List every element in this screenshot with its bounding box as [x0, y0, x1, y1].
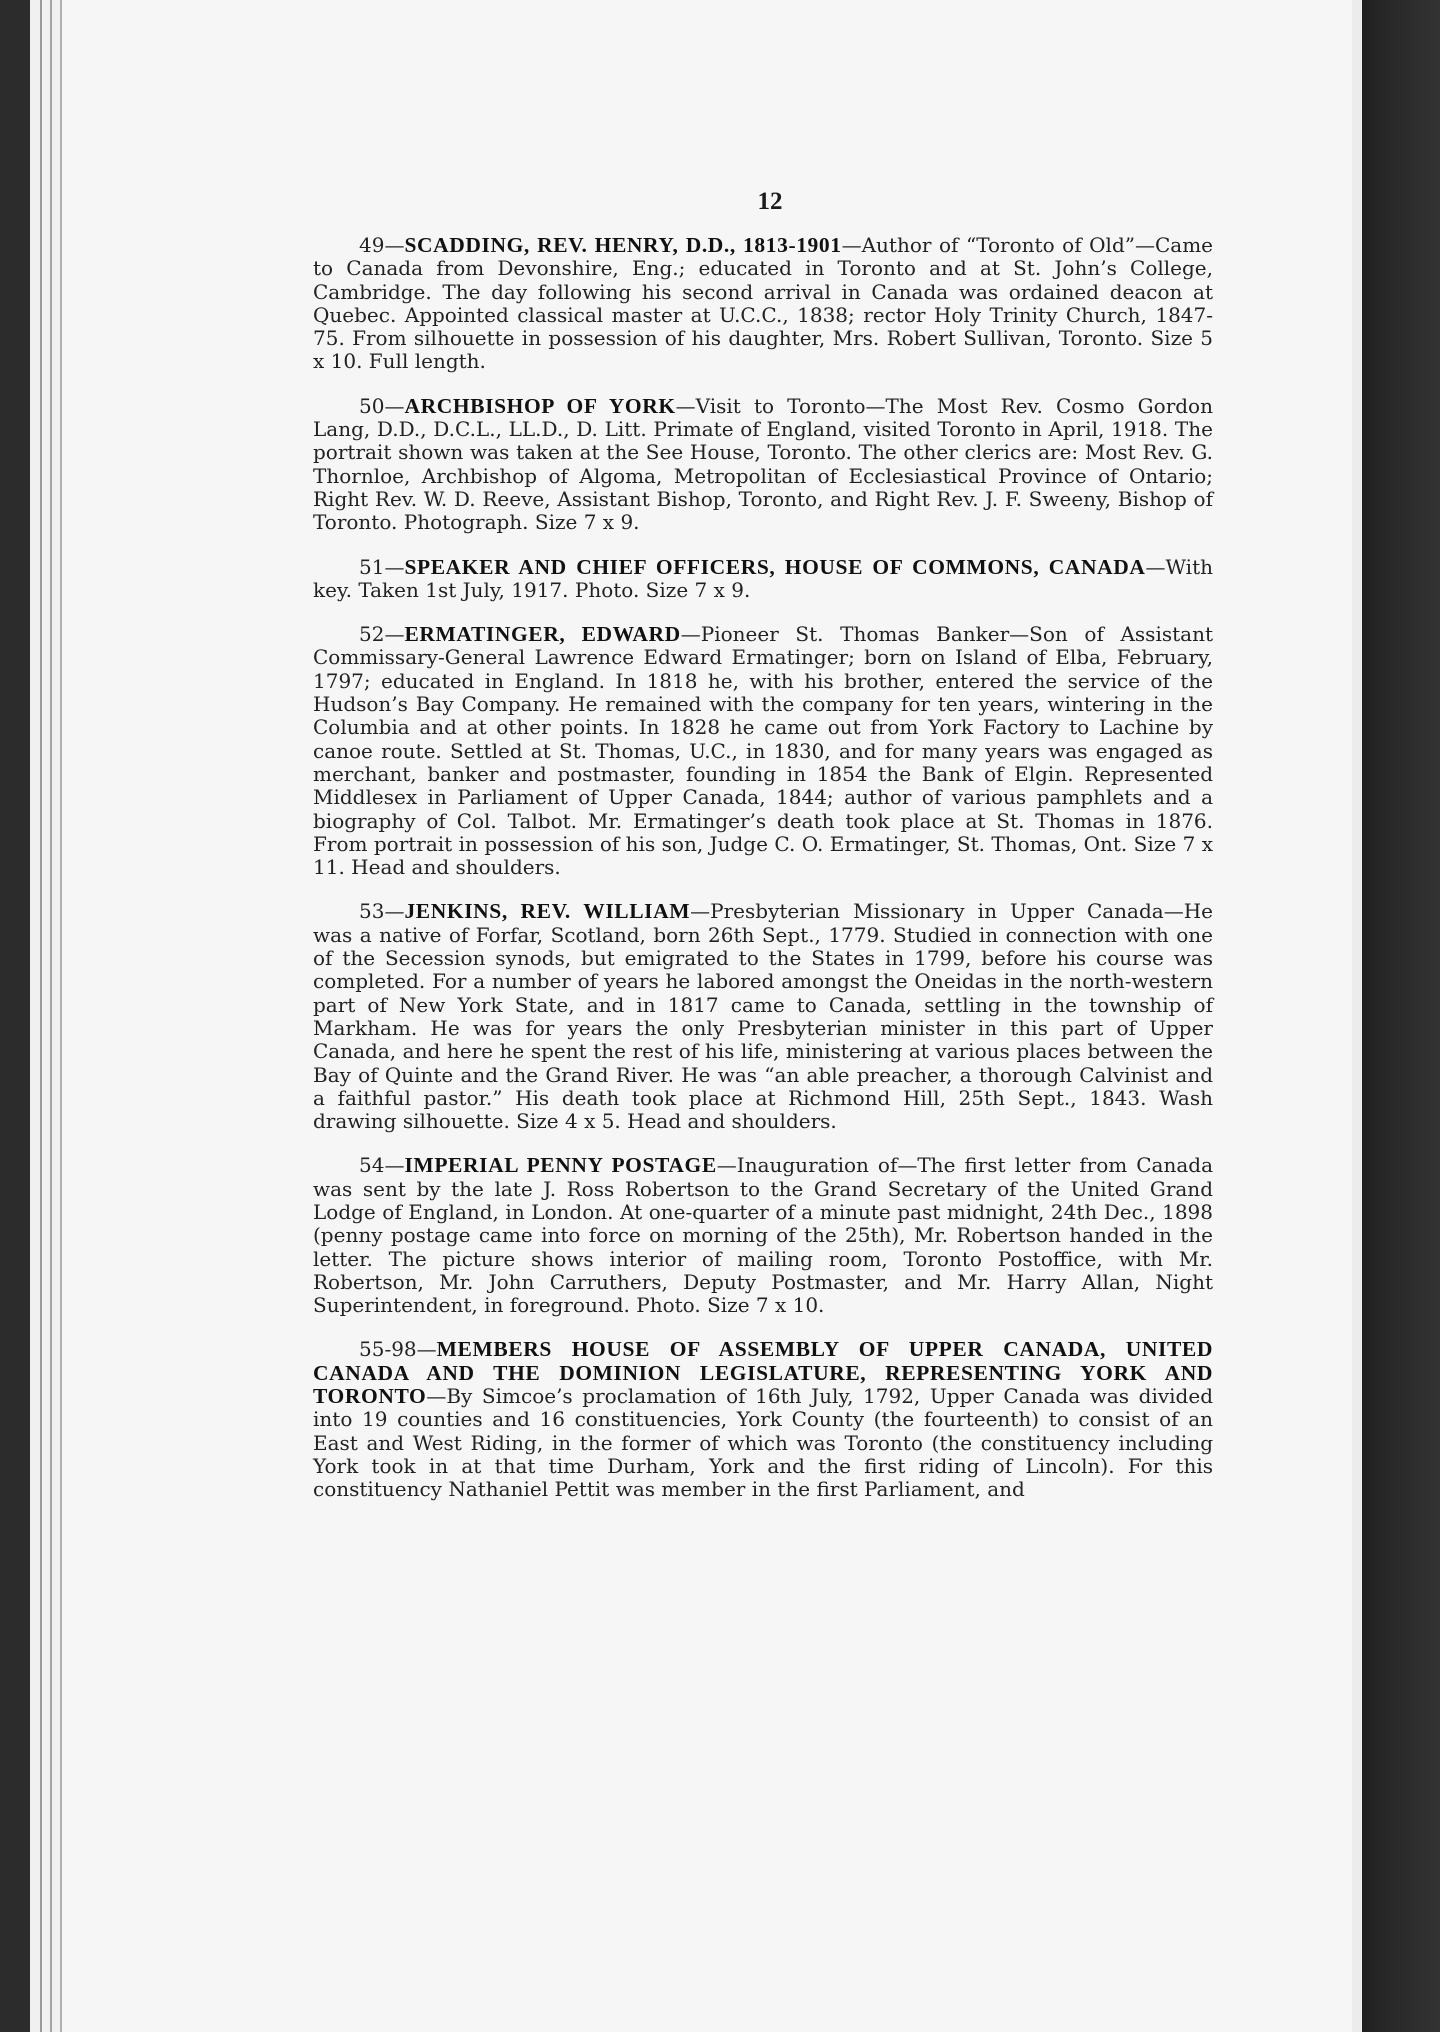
entry-body: With key. Taken 1st July, 1917. Photo. Size 7 x 9.: [313, 554, 1213, 602]
entry-body: Visit to Toronto—The Most Rev. Cosmo Gordon Lang, D.D., D.C.L., LL.D., D. Litt. Primate of England, visited Toronto in April, 1918. The portrait shown was taken at the See House, Toronto. The other clerics are: Most Rev. G. Thornloe, Archbishop of Algoma, Metropolitan of Ecclesiastical Province of Ontario; Right Rev. W. D. Reeve, Assistant Bishop, Toronto, and Right Rev. J. F. Sweeny, Bishop of Toronto. Photograph. Size 7 x 9.: [313, 393, 1213, 535]
entry-number: 52: [359, 622, 385, 647]
catalogue-entries: [313, 234, 1213, 1502]
entry-heading: SPEAKER AND CHIEF OFFICERS, HOUSE OF COMMONS, CANADA: [404, 554, 1146, 579]
page-edge-left: [52, 0, 62, 2032]
entry-separator: —: [680, 622, 701, 647]
entry-body: Inauguration of—The first letter from Canada was sent by the late J. Ross Robertson to the Grand Secretary of the United Grand Lodge of England, in London. At one-quarter of a minute past midnight, 24th Dec., 1898 (penny postage came into force on morning of the 25th), Mr. Robertson handed in the letter. The picture shows interior of mailing room, Toronto Postoffice, with Mr. Robertson, Mr. John Carruthers, Deputy Postmaster, and Mr. Harry Allan, Night Superintendent, in foreground. Photo. Size 7 x 10.: [313, 1153, 1214, 1318]
entry-number: 51: [359, 554, 385, 579]
page-edge-left: [30, 0, 42, 2032]
entry-number: 55-98: [359, 1337, 417, 1362]
entry-separator: —: [384, 899, 405, 924]
entry-number: 49: [359, 233, 385, 257]
entry-body: Pioneer St. Thomas Banker—Son of Assistant Commissary-General Lawrence Edward Ermatinger; born on Island of Elba, February, 1797; educated in England. In 1818 he, with his brother, entered the service of the Hudson’s Bay Company. He remained with the company for ten years, wintering in the Columbia and at other points. In 1828 he came out from York Factory to Lachine by canoe route. Settled at St. Thomas, U.C., in 1830, and for many years was engaged as merchant, banker and postmaster, founding in 1854 the Bank of Elgin. Represented Middlesex in Parliament of Upper Canada, 1844; author of various pamphlets and a biography of Col. Talbot. Mr. Ermatinger’s death took place at St. Thomas in 1876. From portrait in possession of his son, Judge C. O. Ermatinger, St. Thomas, Ont. Size 7 x 11. Head and shoulders.: [313, 622, 1213, 880]
entry-separator: —: [416, 1337, 437, 1362]
entry-separator: —: [384, 554, 405, 579]
page-edge-left: [42, 0, 52, 2032]
entry-separator: —: [716, 1153, 737, 1178]
entry-number: 53: [359, 899, 385, 924]
entry-body: Author of “Toronto of Old”—Came to Canada from Devonshire, Eng.; educated in Toronto and at St. John’s College, Cambridge. The day following his second arrival in Canada was ordained deacon at Quebec. Appointed classical master at U.C.C., 1838; rector Holy Trinity Church, 1847-75. From silhouette in possession of his daughter, Mrs. Robert Sullivan, Toronto. Size 5 x 10. Full length.: [313, 233, 1213, 374]
entry-separator: —: [675, 393, 696, 418]
catalogue-entry: [313, 1338, 1213, 1501]
entry-separator: —: [426, 1384, 447, 1409]
entry-separator: —: [384, 393, 405, 418]
catalogue-entry: [313, 623, 1213, 879]
entry-number: 50: [359, 393, 385, 418]
entry-heading: ERMATINGER, EDWARD: [404, 622, 681, 647]
catalogue-entry: [313, 556, 1213, 603]
entry-separator: —: [384, 233, 405, 257]
entry-heading: MEMBERS HOUSE OF ASSEMBLY OF UPPER CANADA, UNITED CANADA AND THE DOMINION LEGISLATURE, REPRESENTING YORK AND TORONTO: [313, 1337, 1213, 1409]
catalogue-entry: [313, 234, 1213, 374]
catalogue-entry: [313, 395, 1213, 535]
entry-body: By Simcoe’s proclamation of 16th July, 1792, Upper Canada was divided into 19 counties and 16 constituencies, York County (the fourteenth) to consist of an East and West Riding, in the former of which was Toronto (the constituency including York took in at that time Durham, York and the first riding of Lincoln). For this constituency Nathaniel Pettit was member in the first Parliament, and: [313, 1384, 1213, 1502]
entry-separator: —: [841, 233, 862, 257]
entry-separator: —: [384, 1153, 405, 1178]
catalogue-entry: [313, 900, 1213, 1133]
catalogue-entry: [313, 1154, 1213, 1317]
entry-number: 54: [359, 1153, 385, 1178]
entry-separator: —: [384, 622, 405, 647]
entry-heading: IMPERIAL PENNY POSTAGE: [404, 1153, 717, 1178]
scan-background: [1352, 0, 1440, 2032]
page-number: 12: [757, 188, 783, 215]
entry-heading: SCADDING, REV. HENRY, D.D., 1813-1901: [404, 233, 842, 257]
entry-separator: —: [690, 899, 711, 924]
entry-heading: JENKINS, REV. WILLIAM: [404, 899, 691, 924]
entry-body: Presbyterian Missionary in Upper Canada—He was a native of Forfar, Scotland, born 26th Sept., 1779. Studied in connection with one of the Secession synods, but emigrated to the States in 1799, before his course was completed. For a number of years he labored amongst the Oneidas in the north-western part of New York State, and in 1817 came to Canada, settling in the township of Markham. He was for years the only Presbyterian minister in this part of Upper Canada, and here he spent the rest of his life, ministering at various places between the Bay of Quinte and the Grand River. He was “an able preacher, a thorough Calvinist and a faithful pastor.” His death took place at Richmond Hill, 25th Sept., 1843. Wash drawing silhouette. Size 4 x 5. Head and shoulders.: [313, 899, 1213, 1134]
entry-separator: —: [1145, 554, 1166, 579]
entry-heading: ARCHBISHOP OF YORK: [404, 393, 676, 418]
